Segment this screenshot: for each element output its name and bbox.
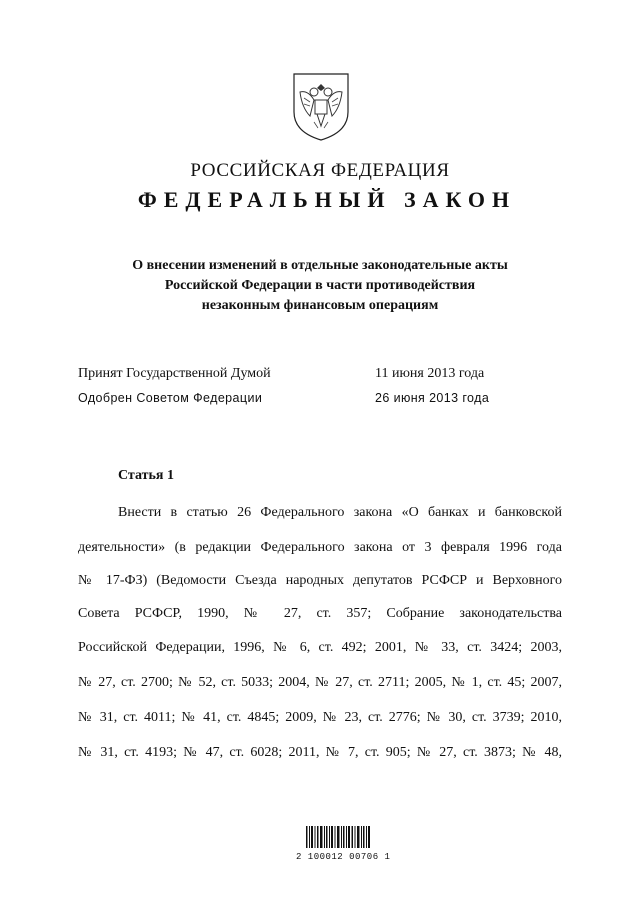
article-text-line: № 31, ст. 4011; № 41, ст. 4845; 2009, № 23, ст. 2776; № 30, ст. 3739; 2010, xyxy=(78,710,562,725)
country-name: РОССИЙСКАЯ ФЕДЕРАЦИЯ xyxy=(190,160,450,181)
article-text-line: № 31, ст. 4193; № 47, ст. 6028; 2011, № 7, ст. 905; № 27, ст. 3873; № 48, xyxy=(78,745,562,760)
law-title-line: Российской Федерации в части противодействия xyxy=(164,278,476,293)
article-text-line: Внести в статью 26 Федерального закона «О банках и банковской xyxy=(118,505,562,520)
document-type: ФЕДЕРАЛЬНЫЙ ЗАКОН xyxy=(137,187,517,212)
law-title-line: незаконным финансовым операциям xyxy=(201,298,439,313)
article-text-line: № 17-ФЗ) (Ведомости Съезда народных депутатов РСФСР и Верховного xyxy=(78,573,562,588)
article-text-line: № 27, ст. 2700; № 52, ст. 5033; 2004, № 27, ст. 2711; 2005, № 1, ст. 45; 2007, xyxy=(78,675,562,690)
article-text-line: деятельности» (в редакции Федерального закона от 3 февраля 1996 года xyxy=(78,540,562,555)
russian-coat-of-arms-icon xyxy=(290,68,352,142)
barcode-icon xyxy=(306,826,370,848)
article-heading: Статья 1 xyxy=(118,468,174,483)
council-approval-date: 26 июня 2013 года xyxy=(375,391,490,405)
council-approval-label: Одобрен Советом Федерации xyxy=(78,391,263,405)
duma-adoption-date: 11 июня 2013 года xyxy=(375,366,485,381)
barcode-number: 2 100012 00706 1 xyxy=(296,852,391,862)
duma-adoption-label: Принят Государственной Думой xyxy=(78,366,271,381)
law-title-line: О внесении изменений в отдельные законодательные акты xyxy=(132,258,508,273)
article-text-line: Совета РСФСР, 1990, № 27, ст. 357; Собрание законодательства xyxy=(78,606,562,621)
article-text-line: Российской Федерации, 1996, № 6, ст. 492; 2001, № 33, ст. 3424; 2003, xyxy=(78,640,562,655)
